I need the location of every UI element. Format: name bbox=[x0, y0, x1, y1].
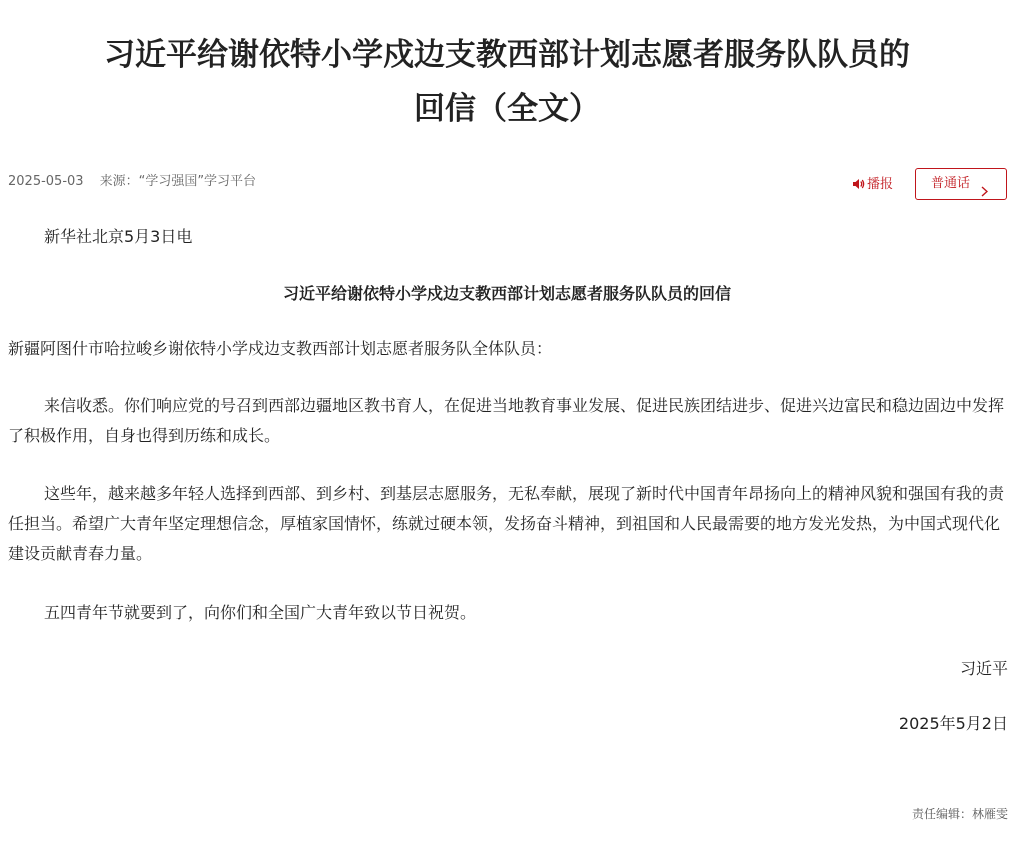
salutation: 新疆阿图什市哈拉峻乡谢依特小学戍边支教西部计划志愿者服务队全体队员： bbox=[8, 339, 553, 358]
source-name: “学习强国”学习平台 bbox=[138, 174, 257, 189]
source-label: 来源： bbox=[99, 174, 139, 189]
broadcast-button[interactable] bbox=[852, 176, 893, 196]
dateline: 新华社北京5月3日电 bbox=[44, 227, 193, 246]
responsible-editor bbox=[912, 805, 1008, 823]
publish-date: 2025-05-03 bbox=[8, 174, 84, 189]
paragraph-1: 来信收悉。你们响应党的号召到西部边疆地区教书育人，在促进当地教育事业发展、促进民族团结进步、促进兴边富民和稳边固边中发挥了积极作用，自身也得到历练和成长。 bbox=[8, 396, 1005, 445]
chevron-right-icon bbox=[981, 179, 988, 209]
language-select-button[interactable] bbox=[915, 168, 1007, 200]
editor-name: 林雁雯 bbox=[971, 807, 1008, 821]
editor-label: 责任编辑： bbox=[911, 807, 972, 821]
speaker-icon bbox=[852, 178, 865, 196]
paragraph-3: 五四青年节就要到了，向你们和全国广大青年致以节日祝贺。 bbox=[44, 603, 477, 622]
broadcast-label: 播报 bbox=[867, 177, 894, 192]
signature-date: 2025年5月2日 bbox=[898, 714, 1008, 733]
article-title bbox=[60, 28, 954, 136]
article-meta bbox=[8, 173, 256, 191]
paragraph-2: 这些年，越来越多年轻人选择到西部、到乡村、到基层志愿服务，无私奉献，展现了新时代中国青年昂扬向上的精神风貌和强国有我的责任担当。希望广大青年坚定理想信念，厚植家国情怀，练就过硬本领，发扬奋斗精神，到祖国和人民最需要的地方发光发热，为中国式现代化建设贡献青春力量。 bbox=[8, 484, 1005, 563]
article-title-line2: 回信（全文） bbox=[414, 91, 600, 127]
letter-title: 习近平给谢依特小学戍边支教西部计划志愿者服务队队员的回信 bbox=[282, 284, 731, 303]
article-title-line1: 习近平给谢依特小学戍边支教西部计划志愿者服务队队员的 bbox=[104, 37, 910, 73]
signature: 习近平 bbox=[959, 659, 1008, 678]
language-label: 普通话 bbox=[931, 176, 971, 191]
